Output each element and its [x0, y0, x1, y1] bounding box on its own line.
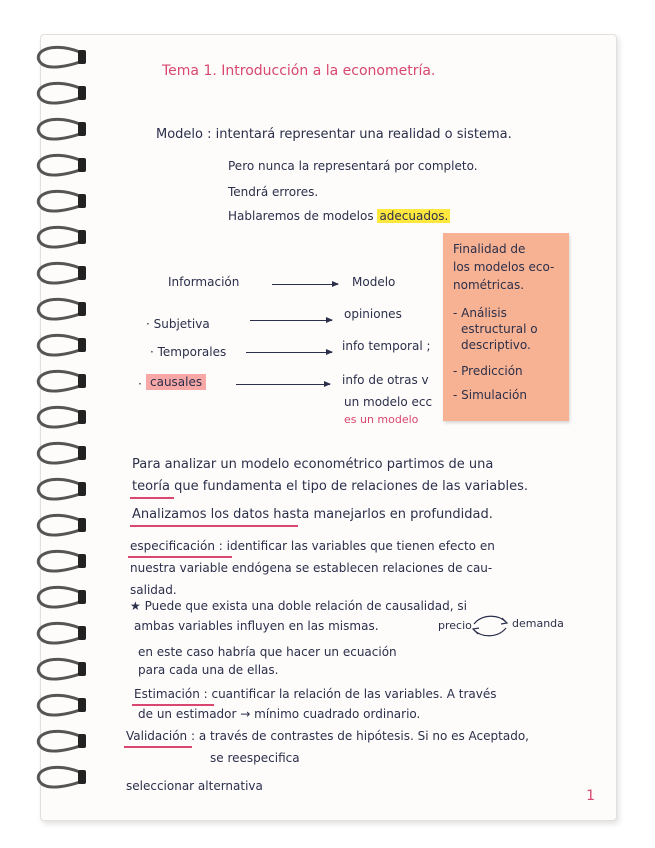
causales-bullet: ·: [138, 377, 142, 391]
analizamos-rest: hasta manejarlos en profundidad.: [273, 507, 493, 522]
estimacion-underline: [132, 704, 214, 706]
subjetiva-label: · Subjetiva: [146, 317, 210, 331]
teoria-rest: que fundamenta el tipo de relaciones de las variables.: [174, 479, 528, 494]
spiral-binding: [28, 40, 88, 800]
para-line: Para analizar un modelo econométrico partimos de una: [132, 457, 494, 472]
modelo-label: Modelo: [352, 275, 396, 289]
teoria-line: [132, 480, 528, 493]
errores-line: Tendrá errores.: [228, 185, 319, 199]
hablaremos-prefix: Hablaremos de modelos: [228, 209, 374, 223]
especificacion-line: [130, 540, 495, 552]
caso-line-2: para cada una de ellas.: [138, 663, 279, 677]
validacion-underline: [124, 746, 192, 748]
causales-highlight: causales: [146, 374, 206, 390]
hablaremos-line: [228, 210, 450, 222]
validacion-rest: : a través de contrastes de hipótesis. Si no es Aceptado,: [190, 729, 529, 743]
puede-line-2: ambas variables influyen en las mismas.: [134, 619, 379, 633]
demanda-label: demanda: [512, 617, 564, 630]
arrow-temporales: [246, 352, 332, 353]
double-arrow-icon: [470, 612, 510, 640]
note-item-descriptivo: descriptivo.: [461, 338, 531, 352]
especificacion-line-3: salidad.: [130, 583, 177, 597]
note-item-estructural: estructural o: [461, 322, 538, 336]
estimacion-line-2: de un estimador → mínimo cuadrado ordinario.: [138, 707, 421, 721]
especificacion-rest: : identificar las variables que tienen efecto en: [218, 539, 495, 553]
note-heading-2: los modelos eco-: [453, 260, 555, 274]
estimacion-rest: : cuantificar la relación de las variables. A través: [203, 687, 497, 701]
note-heading-3: nométricas.: [453, 278, 525, 292]
validacion-line-2: se reespecifica: [210, 751, 300, 765]
adecuados-highlight: adecuados.: [379, 209, 449, 223]
page-number: 1: [586, 788, 595, 804]
arrow-causales: [236, 384, 330, 385]
analizamos-word: Analizamos los datos: [132, 507, 270, 522]
caso-line-1: en este caso habría que hacer un ecuación: [138, 645, 397, 659]
es-modelo-label: es un modelo: [344, 413, 419, 426]
info-otras-label: info de otras v: [342, 373, 429, 387]
analizamos-line: [132, 508, 493, 521]
validacion-line: [126, 730, 529, 742]
estimacion-word: Estimación: [134, 687, 200, 701]
info-label: Información: [168, 275, 240, 289]
validacion-word: Validación: [126, 729, 188, 743]
pero-line: Pero nunca la representará por completo.: [228, 159, 478, 173]
sticky-note: [443, 233, 569, 421]
note-item-prediccion: - Predicción: [453, 364, 523, 378]
opiniones-label: opiniones: [344, 307, 402, 321]
analizamos-underline: [130, 525, 298, 527]
precio-label: precio: [438, 619, 472, 632]
note-item-analisis: - Análisis: [453, 306, 507, 320]
estimacion-line: [134, 688, 497, 700]
arrow-subjetiva: [250, 320, 332, 321]
teoria-word: teoría: [132, 479, 170, 494]
spiral-rings-icon: [28, 40, 88, 800]
especificacion-underline: [128, 556, 232, 558]
note-heading-1: Finalidad de: [453, 242, 526, 256]
especificacion-word: especificación: [130, 539, 215, 553]
especificacion-line-2: nuestra variable endógena se establecen relaciones de cau-: [130, 561, 493, 575]
temporales-label: · Temporales: [150, 345, 227, 359]
notebook-page: [40, 34, 617, 821]
info-temporal-label: info temporal ;: [342, 339, 431, 353]
note-item-simulacion: - Simulación: [453, 388, 527, 402]
teoria-underline: [130, 497, 174, 499]
puede-line-1: ★ Puede que exista una doble relación de causalidad, si: [130, 599, 467, 613]
seleccionar-line: seleccionar alternativa: [126, 779, 263, 793]
page-title: Tema 1. Introducción a la econometría.: [162, 63, 436, 79]
modelo-ecc-label: un modelo ecc: [344, 395, 433, 409]
modelo-definition: Modelo : intentará representar una realidad o sistema.: [156, 127, 512, 142]
arrow-info-modelo: [272, 284, 338, 285]
